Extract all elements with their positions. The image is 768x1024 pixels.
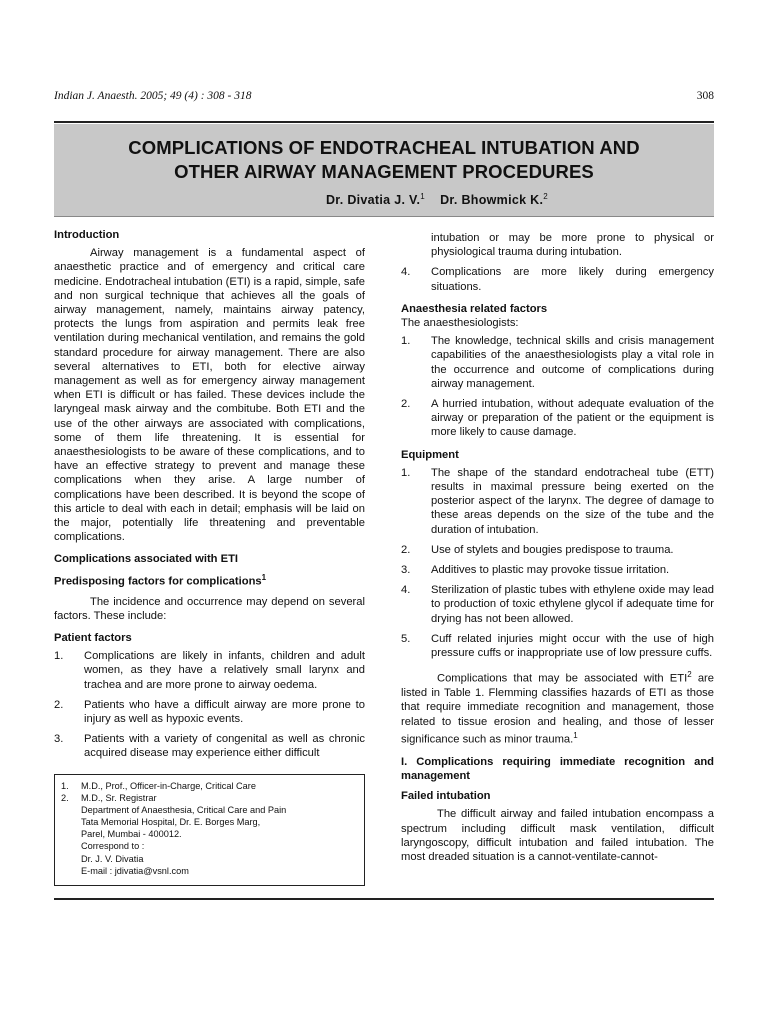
list-item-continued: intubation or may be more prone to physical or physiological trauma during intubation. [431, 232, 714, 259]
hospital: Tata Memorial Hospital, Dr. E. Borges Marg, [81, 817, 261, 828]
predisposing-heading: Predisposing factors for complications$^1$ [54, 572, 267, 588]
list-item: 2. A hurried intubation, without adequate evaluation of the airway or preparation of the patient or the equipment is more likely to cause damage. [401, 398, 714, 439]
list-item: 4. Complications are more likely during emergency situations. [401, 266, 714, 293]
list-item: 1. Complications are likely in infants, children and adult women, as they have a relatively small larynx and trachea and are more prone to airway oedema. [54, 650, 365, 691]
list-item: 1. The knowledge, technical skills and crisis management capabilities of the anaesthesiologists play a vital role in the occurrence and outcome of complications during airway management. [401, 335, 714, 390]
introduction-heading: Introduction [54, 229, 120, 241]
author-2: Dr. Bhowmick K. [440, 193, 544, 208]
title-banner [54, 124, 714, 217]
title-line-2: OTHER AIRWAY MANAGEMENT PROCEDURES [174, 161, 594, 182]
left-column [54, 228, 365, 761]
anaesthesia-intro: The anaesthesiologists: [401, 317, 519, 330]
list-item: 2. Use of stylets and bougies predispose to trauma. [401, 543, 674, 556]
bottom-rule [54, 898, 714, 900]
list-item: 5. Cuff related injuries might occur with the use of high pressure cuffs or inappropriate use of low pressure cuffs. [401, 632, 714, 660]
equipment-heading: Equipment [401, 448, 459, 461]
journal-citation: Indian J. Anaesth. 2005; 49 (4) : 308 - 318 [54, 90, 252, 102]
complications-heading: Complications associated with ETI [54, 553, 239, 566]
footnote-1: 1. M.D., Prof., Officer-in-Charge, Critical Care [61, 781, 256, 791]
anaesthesia-factors-heading: Anaesthesia related factors [401, 302, 548, 315]
author-1: Dr. Divatia J. V. [325, 193, 421, 208]
list-item: 2. Patients who have a difficult airway are more prone to injury as well as hypoxic events. [54, 698, 365, 726]
page-number: 308 [696, 90, 714, 102]
correspondence-name: Dr. J. V. Divatia [81, 853, 144, 864]
introduction-paragraph: Airway management is a fundamental aspect of anaesthetic practice and of emergency and critical care medicine. Endotracheal intubation (ETI) is a rapid, simple, safe and non surgical technique that achieves all the goals of airway management, namely, maintains airway patency, protects the lungs from aspiration and permits leak free ventilation during mechanical ventilation, and remains the gold standard procedure for airway management. There are also several alternatives to ETI, both for elective airway management as well as for emergency airway management when ETI is difficult or has failed. These devices include the laryngeal mask airway and the combitube. Both ETI and the use of the other airways are associated with complications, some of them life threatening. It is essential for anaesthesiologists to be aware of these complications, and to have an effective strategy to prevent and manage these complications when they arise. A large number of complications have been described. It is beyond the scope of this article to deal with each in detail; emphasis will be laid on the major, potentially life threatening and preventable complications. [54, 247, 365, 544]
department: Department of Anaesthesia, Critical Care and Pain [81, 805, 287, 816]
patient-factors-heading: Patient factors [54, 632, 132, 645]
correspondence-email: E-mail : jdivatia@vsnl.com [81, 865, 189, 876]
failed-intubation-paragraph: The difficult airway and failed intubation encompass a spectrum including difficult mask ventilation, difficult laryngoscopy, difficult intubation and failed intubation. The most dreaded situation is a cannot-ventilate-cannot- [401, 808, 714, 863]
list-item: 4. Sterilization of plastic tubes with ethylene oxide may lead to production of toxic ethylene glycol if adequate time for drying has not been allowed. [401, 584, 714, 625]
top-rule [54, 121, 714, 123]
author-2-affiliation: 2 [543, 192, 548, 201]
summary-paragraph: Complications that may be associated with ETI$^2$ are listed in Table 1. Flemming classifies hazards of ETI as those that require immediate recognition and management, those related to tissue erosion and healing, and those of lesser significance such as minor trauma.$^1$ [401, 670, 714, 746]
authors [326, 192, 548, 207]
section-1-heading: I. Complications requiring immediate recognition and management [401, 755, 714, 782]
author-1-affiliation: 1 [420, 192, 426, 201]
title-line-1: COMPLICATIONS OF ENDOTRACHEAL INTUBATION AND [128, 137, 640, 158]
article-title [54, 136, 714, 184]
city: Parel, Mumbai - 400012. [81, 829, 182, 840]
affiliations-box [54, 774, 365, 886]
failed-intubation-heading: Failed intubation [401, 790, 491, 803]
predisposing-paragraph: The incidence and occurrence may depend on several factors. These include: [54, 595, 365, 622]
footnote-2: 2. M.D., Sr. Registrar [61, 793, 157, 804]
correspondence-label: Correspond to : [81, 841, 145, 852]
list-item: 1. The shape of the standard endotracheal tube (ETT) results in maximal pressure being exerted on the posterior aspect of the larynx. The degree of damage to these areas depends on the size of the tube and the duration of intubation. [401, 466, 714, 536]
list-item: 3. Patients with a variety of congenital as well as chronic acquired disease may experience either difficult [54, 733, 365, 760]
right-column [401, 231, 714, 864]
list-item: 3. Additives to plastic may provoke tissue irritation. [401, 564, 670, 577]
